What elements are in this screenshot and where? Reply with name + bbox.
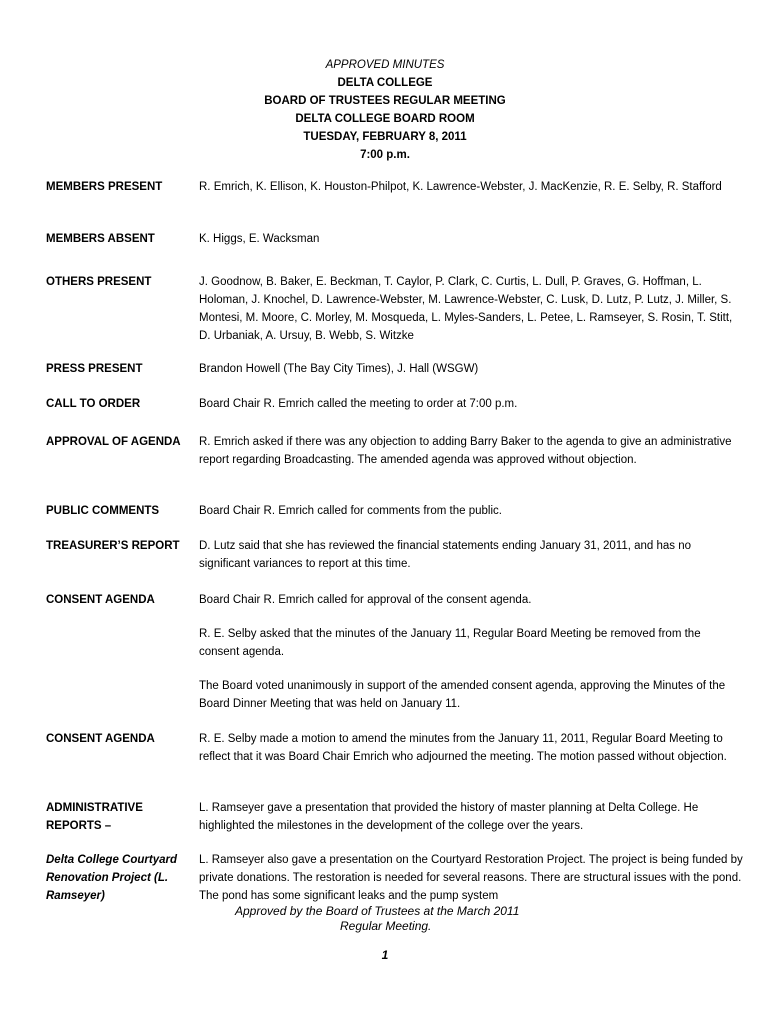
section-content	[199, 178, 744, 196]
section-content	[199, 395, 744, 413]
section-content	[199, 851, 744, 905]
section-paragraph: The Board voted unanimously in support of the amended consent agenda, approving the Minutes of the Board Dinner Meeting that was held on January 11.	[199, 680, 726, 710]
section-content	[199, 502, 744, 520]
section-label: TREASURER’S REPORT	[46, 540, 180, 552]
section-content	[199, 230, 744, 248]
minutes-header	[0, 56, 770, 164]
section-paragraph: J. Goodnow, B. Baker, E. Beckman, T. Caylor, P. Clark, C. Curtis, L. Dull, P. Graves, G. Hoffman, L. Holoman, J. Knochel, D. Lawrence-Webster, M. Lawrence-Webster, C. Lusk, D. Lutz, P. Lutz, J. Miller, S. Montesi, M. Moore, C. Morley, M. Mosqueda, L. Myles-Sanders, L. Petee, L. Ramseyer, S. Rosin, T. Stitt, D. Urbaniak, A. Ursuy, B. Webb, S. Witzke	[199, 276, 733, 342]
header-location: DELTA COLLEGE BOARD ROOM	[295, 113, 475, 125]
section-paragraph: Board Chair R. Emrich called for comments from the public.	[199, 505, 502, 517]
footer-meeting-line: Regular Meeting.	[340, 919, 432, 933]
section-label: CALL TO ORDER	[46, 398, 141, 410]
header-status: APPROVED MINUTES	[325, 59, 445, 71]
header-institution: DELTA COLLEGE	[337, 77, 433, 89]
section-label: MEMBERS ABSENT	[46, 233, 155, 245]
section-paragraph: L. Ramseyer also gave a presentation on the Courtyard Restoration Project. The project is being funded by private donations. The restoration is needed for several reasons. There are structural issues with the pond. The pond has some significant leaks and the pump system	[199, 854, 743, 902]
section-label: Delta College Courtyard Renovation Project (L. Ramseyer)	[46, 854, 177, 902]
section-label: CONSENT AGENDA	[46, 594, 155, 606]
section-label: PRESS PRESENT	[46, 363, 143, 375]
section-paragraph: R. E. Selby asked that the minutes of the January 11, Regular Board Meeting be removed from the consent agenda.	[199, 628, 701, 658]
section-content	[199, 591, 744, 713]
section-label: ADMINISTRATIVE REPORTS –	[46, 802, 143, 832]
section-paragraph: Board Chair R. Emrich called for approval of the consent agenda.	[199, 594, 532, 606]
header-time: 7:00 p.m.	[360, 149, 410, 161]
section-content	[199, 360, 744, 378]
footer-approval-line: Approved by the Board of Trustees at the March 2011	[235, 904, 520, 918]
section-content	[199, 730, 744, 766]
section-paragraph: D. Lutz said that she has reviewed the financial statements ending January 31, 2011, and has no significant variances to report at this time.	[199, 540, 692, 570]
section-label: CONSENT AGENDA	[46, 733, 155, 745]
section-paragraph: R. E. Selby made a motion to amend the minutes from the January 11, 2011, Regular Board Meeting to reflect that it was Board Chair Emrich who adjourned the meeting. The motion passed without objection.	[199, 733, 727, 763]
section-content	[199, 799, 744, 835]
section-content	[199, 537, 744, 573]
header-meeting-type: BOARD OF TRUSTEES REGULAR MEETING	[264, 95, 506, 107]
section-label: APPROVAL OF AGENDA	[46, 436, 181, 448]
section-paragraph: R. Emrich, K. Ellison, K. Houston-Philpot, K. Lawrence-Webster, J. MacKenzie, R. E. Selby, R. Stafford	[199, 181, 722, 193]
section-paragraph: K. Higgs, E. Wacksman	[199, 233, 320, 245]
section-paragraph: L. Ramseyer gave a presentation that provided the history of master planning at Delta College. He highlighted the milestones in the development of the college over the years.	[199, 802, 699, 832]
section-content	[199, 273, 744, 345]
header-date: TUESDAY, FEBRUARY 8, 2011	[303, 131, 467, 143]
section-label: OTHERS PRESENT	[46, 276, 152, 288]
section-paragraph: R. Emrich asked if there was any objection to adding Barry Baker to the agenda to give an administrative report regarding Broadcasting. The amended agenda was approved without objection.	[199, 436, 732, 466]
section-content	[199, 433, 744, 469]
section-paragraph: Brandon Howell (The Bay City Times), J. Hall (WSGW)	[199, 363, 479, 375]
page-number: 1	[381, 948, 389, 962]
section-paragraph: Board Chair R. Emrich called the meeting to order at 7:00 p.m.	[199, 398, 518, 410]
section-label: MEMBERS PRESENT	[46, 181, 163, 193]
section-label: PUBLIC COMMENTS	[46, 505, 160, 517]
